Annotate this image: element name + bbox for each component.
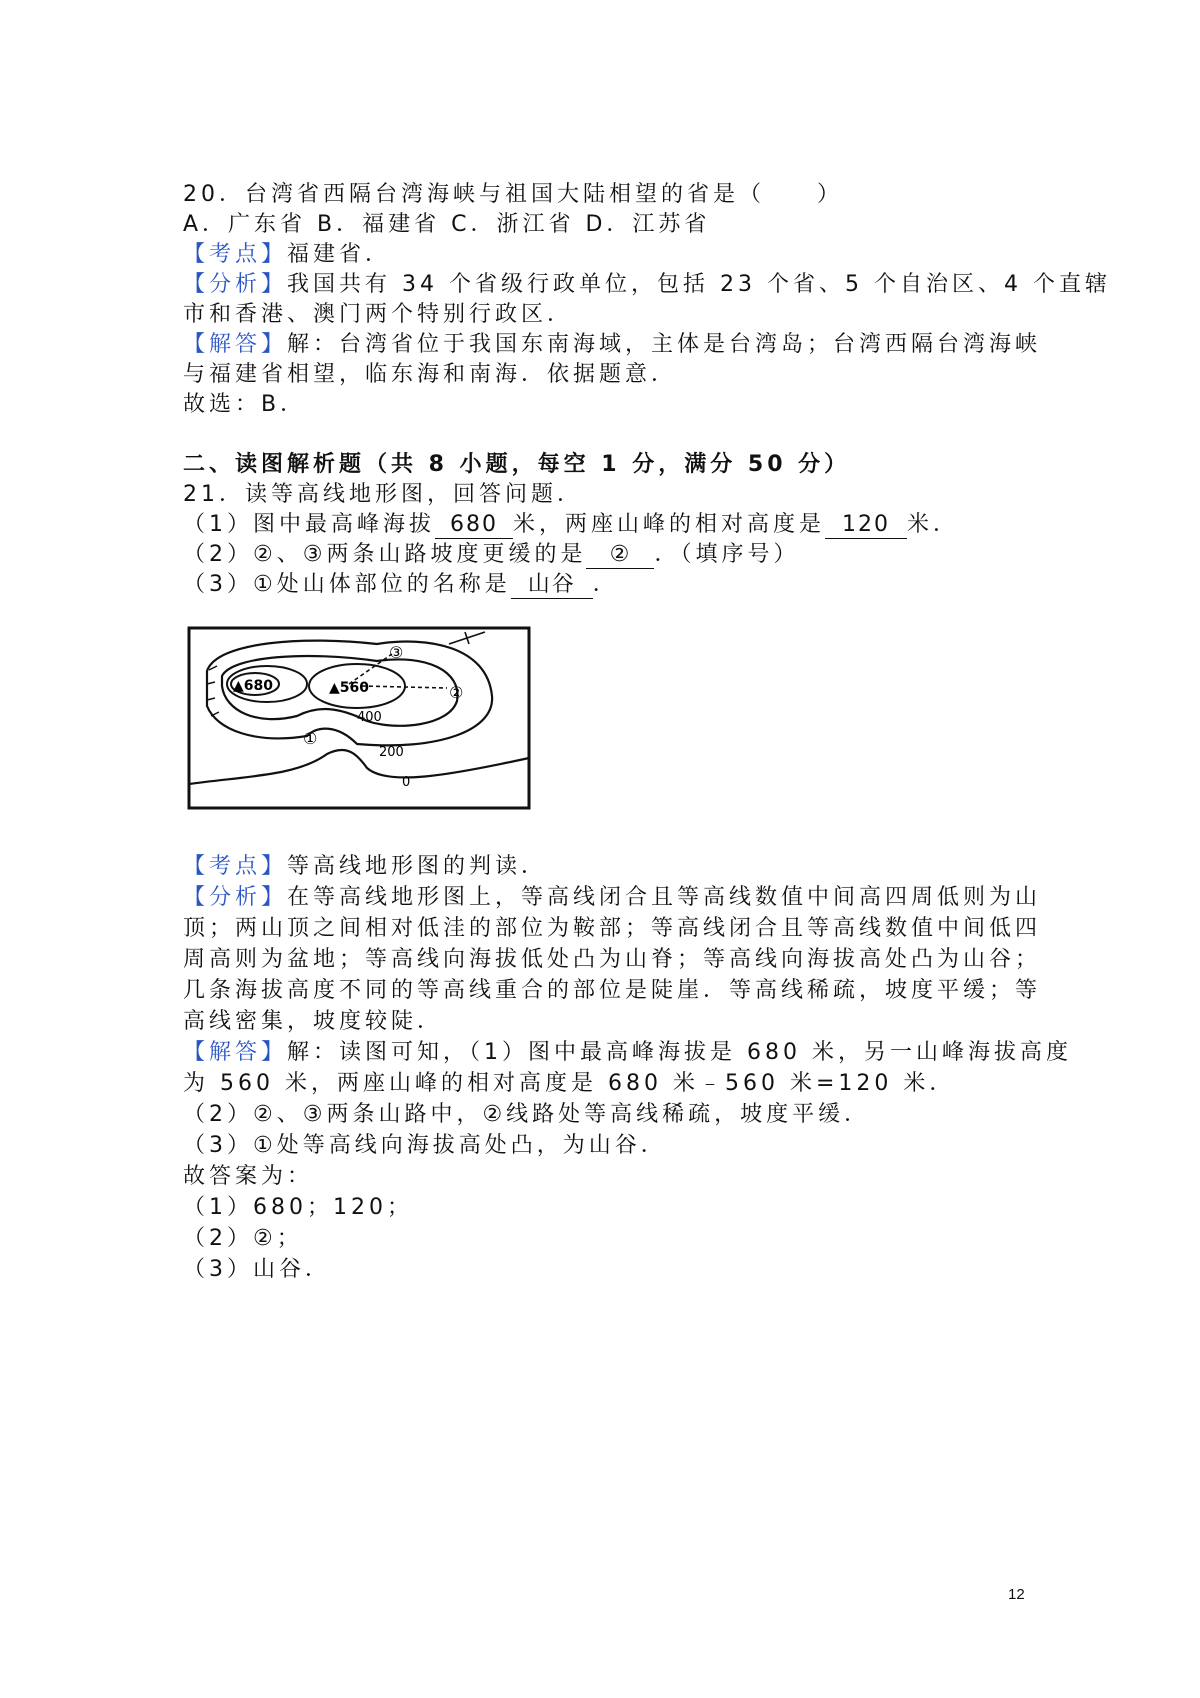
q20-jieda-line1: [183, 330, 1041, 360]
kaodian-tag: 【考点】: [183, 242, 288, 267]
page-number: 12: [1008, 1586, 1025, 1603]
fenxi-tag: 【分析】: [183, 885, 288, 910]
jieda-tag: 【解答】: [183, 1040, 288, 1065]
answer-blank-relative-height: 120: [825, 512, 907, 539]
q21-part3-text-b: ．: [592, 572, 619, 597]
q21-part3-text-a: （3）①处山体部位的名称是: [183, 572, 511, 597]
q21-jieda-line2: 为 560 米，两座山峰的相对高度是 680 米﹣560 米=120 米．: [183, 1071, 956, 1096]
q21-jieda-line3: （2）②、③两条山路中，②线路处等高线稀疏，坡度平缓．: [183, 1102, 871, 1127]
section-heading: 二、读图解析题（共 8 小题，每空 1 分，满分 50 分）: [183, 452, 851, 477]
q21-part1-text-b: 米，两座山峰的相对高度是: [513, 512, 826, 537]
q20-kaodian: [183, 240, 391, 270]
contour-map: [187, 626, 532, 811]
q21-kaodian: [183, 852, 547, 882]
fenxi-tag: 【分析】: [183, 272, 288, 297]
answer-blank-peak: 680: [435, 512, 513, 539]
q21-stem: 21．读等高线地形图，回答问题．: [183, 482, 583, 507]
q21-fenxi-line2: 顶；两山顶之间相对低洼的部位为鞍部；等高线闭合且等高线数值中间低四: [183, 916, 1042, 941]
answer-blank-route: ②: [586, 542, 654, 569]
q21-fenxi-line5: 高线密集，坡度较陡．: [183, 1009, 444, 1034]
q21-fenxi-line3: 周高则为盆地；等高线向海拔低处凸为山脊；等高线向海拔高处凸为山谷；: [183, 947, 1042, 972]
q21-jieda-line1: [183, 1038, 1072, 1068]
q21-part3: [183, 570, 619, 600]
fenxi-text: 在等高线地形图上，等高线闭合且等高线数值中间高四周低则为山: [287, 885, 1042, 910]
q20-stem: 20．台湾省西隔台湾海峡与祖国大陆相望的省是（ ）: [183, 182, 843, 207]
q21-part1-text-c: 米．: [907, 512, 960, 537]
q21-part1-text-a: （1）图中最高峰海拔: [183, 512, 435, 537]
fenxi-text: 我国共有 34 个省级行政单位，包括 23 个省、5 个自治区、4 个直辖: [287, 272, 1111, 297]
contour-label-0: 0: [402, 775, 411, 790]
q21-part2: [183, 540, 799, 570]
q21-answer-1: （1）680；120；: [183, 1195, 413, 1220]
kaodian-tag: 【考点】: [183, 854, 288, 879]
q21-part2-text-b: ．（填序号）: [654, 542, 800, 567]
marker-1: ①: [303, 729, 318, 748]
jieda-text: 解：读图可知，（1）图中最高峰海拔是 680 米，另一山峰海拔高度: [287, 1040, 1072, 1065]
q21-fenxi-line4: 几条海拔高度不同的等高线重合的部位是陡崖．等高线稀疏，坡度平缓；等: [183, 978, 1042, 1003]
contour-label-200: 200: [379, 745, 404, 760]
q21-answer-3: （3）山谷．: [183, 1257, 331, 1282]
q21-answer-head: 故答案为：: [183, 1164, 314, 1189]
marker-3: ③: [389, 643, 404, 662]
q20-choice: 故选：B．: [183, 392, 307, 417]
q21-answer-2: （2）②；: [183, 1226, 303, 1251]
q20-fenxi-line1: [183, 270, 1111, 300]
q20-options: A．广东省 B．福建省 C．浙江省 D．江苏省: [183, 212, 711, 237]
kaodian-text: 等高线地形图的判读．: [287, 854, 548, 879]
jieda-tag: 【解答】: [183, 332, 288, 357]
q21-jieda-line4: （3）①处等高线向海拔高处凸，为山谷．: [183, 1133, 667, 1158]
q21-part2-text-a: （2）②、③两条山路坡度更缓的是: [183, 542, 587, 567]
kaodian-text: 福建省．: [287, 242, 392, 267]
answer-blank-landform: 山谷: [511, 572, 593, 599]
peak-560-label: ▲560: [329, 680, 369, 696]
marker-2: ②: [449, 683, 464, 702]
q20-fenxi-line2: 市和香港、澳门两个特别行政区．: [183, 302, 574, 327]
contour-label-400: 400: [357, 710, 382, 725]
peak-680-label: ▲680: [233, 678, 273, 694]
jieda-text: 解：台湾省位于我国东南海域，主体是台湾岛；台湾西隔台湾海峡: [287, 332, 1042, 357]
q21-fenxi-line1: [183, 883, 1041, 913]
q20-jieda-line2: 与福建省相望，临东海和南海．依据题意．: [183, 362, 678, 387]
q21-part1: [183, 510, 959, 540]
